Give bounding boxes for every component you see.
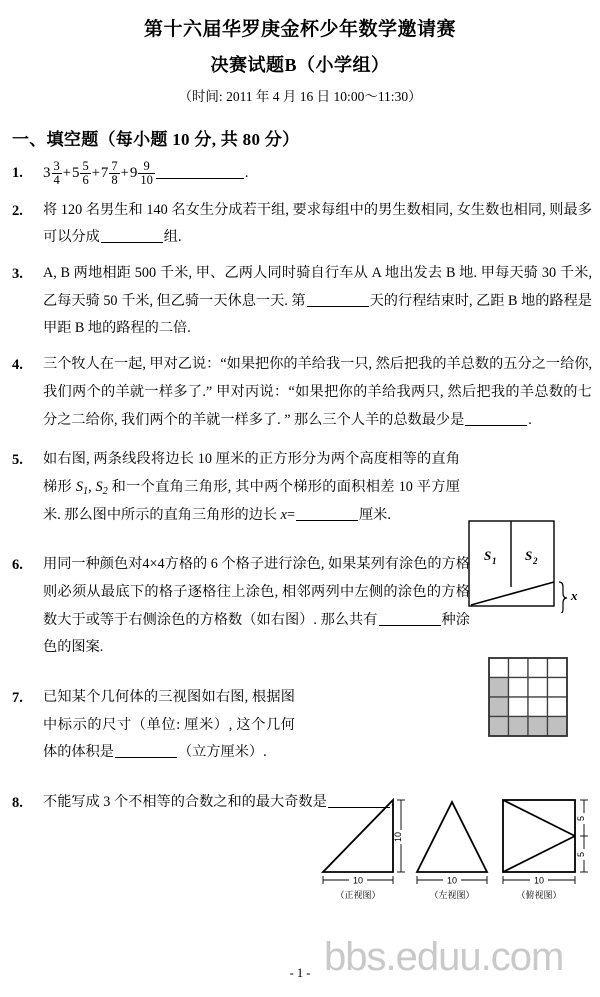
answer-blank[interactable] bbox=[379, 611, 441, 625]
problem-8 bbox=[0, 789, 600, 817]
problem-4 bbox=[0, 351, 600, 434]
problem-body bbox=[43, 551, 470, 662]
problem-text: 和一个直角三角形, 其中两个梯形的面积相差 10 平方厘米. 那么图中所示的直角三角形的边长 bbox=[43, 478, 460, 523]
plus-operator: + bbox=[91, 165, 100, 182]
denominator: 4 bbox=[53, 173, 60, 187]
plus-operator: + bbox=[62, 165, 71, 182]
answer-blank[interactable] bbox=[115, 744, 177, 758]
problem-text: 不能写成 3 个不相等的合数之和的最大奇数是 bbox=[43, 794, 327, 811]
problem-body bbox=[43, 446, 460, 529]
problem-text: 如右图, 两条线段将边长 10 厘米的正方形分为两个高度相等的直角梯形 bbox=[43, 451, 460, 495]
answer-blank[interactable] bbox=[465, 411, 527, 425]
fraction bbox=[109, 160, 119, 188]
mixed-number-2 bbox=[72, 159, 91, 188]
variable-x: x bbox=[280, 506, 287, 523]
whole-part: 3 bbox=[43, 165, 51, 182]
top-right-lower-label: 5 bbox=[576, 851, 586, 858]
front-view-caption: （正视图） bbox=[335, 890, 381, 900]
label-s1-subscript: 1 bbox=[492, 556, 497, 566]
problem-body bbox=[43, 197, 592, 252]
numerator: 7 bbox=[111, 158, 118, 173]
top-view-caption: （俯视图） bbox=[516, 890, 562, 900]
plus-operator: + bbox=[120, 165, 129, 182]
top-right-upper-label: 5 bbox=[576, 815, 586, 822]
problem-text-tail: . bbox=[390, 794, 395, 811]
problem-body bbox=[43, 260, 592, 343]
problem-body bbox=[43, 351, 592, 434]
answer-blank[interactable] bbox=[307, 292, 369, 306]
problem-7 bbox=[0, 684, 600, 767]
top-base-label: 10 bbox=[533, 875, 545, 886]
answer-blank[interactable] bbox=[156, 165, 244, 179]
site-watermark: bbs.eduu.com bbox=[324, 935, 564, 979]
problem-number: 5. bbox=[12, 452, 23, 469]
section-heading: 一、填空题（每小题 10 分, 共 80 分） bbox=[12, 130, 300, 150]
problem-body bbox=[43, 789, 592, 817]
problem-number: 7. bbox=[12, 690, 23, 707]
mixed-number-3 bbox=[101, 159, 120, 188]
label-x: x bbox=[571, 588, 578, 603]
fraction bbox=[52, 160, 62, 188]
grid-cell-empty bbox=[509, 658, 529, 678]
page-subtitle: 决赛试题B（小学组） bbox=[210, 55, 390, 76]
denominator: 8 bbox=[111, 173, 118, 187]
exam-time-line: （时间: 2011 年 4 月 16 日 10:00～11:30） bbox=[178, 89, 422, 105]
label-s2-subscript: 2 bbox=[102, 485, 108, 497]
mixed-number-1 bbox=[43, 159, 62, 188]
answer-blank[interactable] bbox=[328, 794, 390, 808]
page-number: - 1 - bbox=[289, 966, 311, 980]
problem-text-tail: 天的行程结束时, 乙距 B 地的路程是甲距 B 地的路程的二倍. bbox=[43, 292, 592, 337]
problem-number: 8. bbox=[12, 795, 23, 812]
problem-number: 2. bbox=[12, 202, 23, 219]
problem-5 bbox=[0, 446, 600, 529]
grid-cell-empty bbox=[489, 658, 509, 678]
problem-text-tail: 组. bbox=[163, 229, 182, 246]
side-view-caption: （左视图） bbox=[429, 890, 475, 900]
problem-number: 1. bbox=[12, 165, 23, 182]
grid-cell-empty bbox=[528, 658, 548, 678]
whole-part: 9 bbox=[129, 165, 138, 182]
whole-part: 5 bbox=[71, 165, 80, 182]
label-s2: S bbox=[95, 478, 103, 495]
trailing-period: . bbox=[244, 165, 249, 182]
problem-text-tail: 厘米. bbox=[358, 506, 391, 523]
problem-1 bbox=[0, 159, 600, 188]
problem-3 bbox=[0, 260, 600, 343]
problem-body bbox=[43, 684, 295, 767]
whole-part: 7 bbox=[100, 165, 109, 182]
equals-sign: = bbox=[286, 506, 295, 523]
numerator: 3 bbox=[53, 158, 60, 173]
label-s2-subscript: 2 bbox=[533, 556, 538, 566]
problem-text: 三个牧人在一起, 甲对乙说：“如果把你的羊给我一只, 然后把我的羊总数的五分之一给你, 我们两个的羊就一样多了.” 甲对丙说：“如果把你的羊给我两只, 然后把我的羊总数的七分之二给你, 我们两个的羊就一样多了. ” 那么三个人羊的总数最少是 bbox=[43, 356, 592, 428]
page-title: 第十六届华罗庚金杯少年数学邀请赛 bbox=[143, 19, 456, 40]
denominator: 6 bbox=[82, 173, 89, 187]
front-base-label: 10 bbox=[352, 875, 364, 886]
problem-text: 将 120 名男生和 140 名女生分成若干组, 要求每组中的男生数相同, 女生数也相同, 则最多可以分成 bbox=[43, 201, 592, 246]
answer-blank[interactable] bbox=[101, 229, 163, 243]
problem-text: , bbox=[88, 478, 96, 495]
fraction bbox=[80, 160, 90, 188]
problem-number: 4. bbox=[12, 357, 23, 374]
problem-body bbox=[43, 159, 592, 188]
top-view-lower-diagonal bbox=[503, 836, 575, 872]
problem-text-tail: . bbox=[528, 411, 532, 428]
label-s1: S bbox=[484, 548, 492, 563]
front-height-label: 10 bbox=[393, 831, 403, 843]
problem-2 bbox=[0, 197, 600, 252]
denominator: 10 bbox=[140, 173, 153, 187]
numerator: 5 bbox=[82, 158, 89, 173]
label-s2: S bbox=[525, 548, 533, 563]
problem-text: 用同一种颜色对4×4方格的 6 个格子进行涂色, 如果某列有涂色的方格则必须从最底下的格子逐格往上涂色, 相邻两列中左侧的涂色的方格数大于或等于右侧涂色的方格数（如右图）. 那么共有 bbox=[43, 556, 470, 628]
numerator: 9 bbox=[143, 158, 150, 173]
label-s1: S bbox=[75, 478, 83, 495]
mixed-number-4 bbox=[130, 159, 155, 188]
answer-blank[interactable] bbox=[296, 506, 358, 520]
problem-6 bbox=[0, 551, 600, 662]
side-base-label: 10 bbox=[446, 875, 458, 886]
fraction bbox=[138, 160, 155, 188]
problem-number: 3. bbox=[12, 266, 23, 283]
problem-number: 6. bbox=[12, 557, 23, 574]
grid-cell-empty bbox=[548, 658, 568, 678]
label-s1-subscript: 1 bbox=[83, 485, 89, 497]
problem-text-tail: （立方厘米）. bbox=[177, 744, 267, 761]
problem-text-tail: 种涂色的图案. bbox=[43, 611, 470, 656]
problem-text: A, B 两地相距 500 千米, 甲、乙两人同时骑自行车从 A 地出发去 B 地. 甲每天骑 30 千米, 乙每天骑 50 千米, 但乙骑一天休息一天. 第 bbox=[43, 265, 592, 309]
problem-text: 已知某个几何体的三视图如右图, 根据图中标示的尺寸（单位: 厘米）, 这个几何体的体积是 bbox=[43, 689, 295, 761]
